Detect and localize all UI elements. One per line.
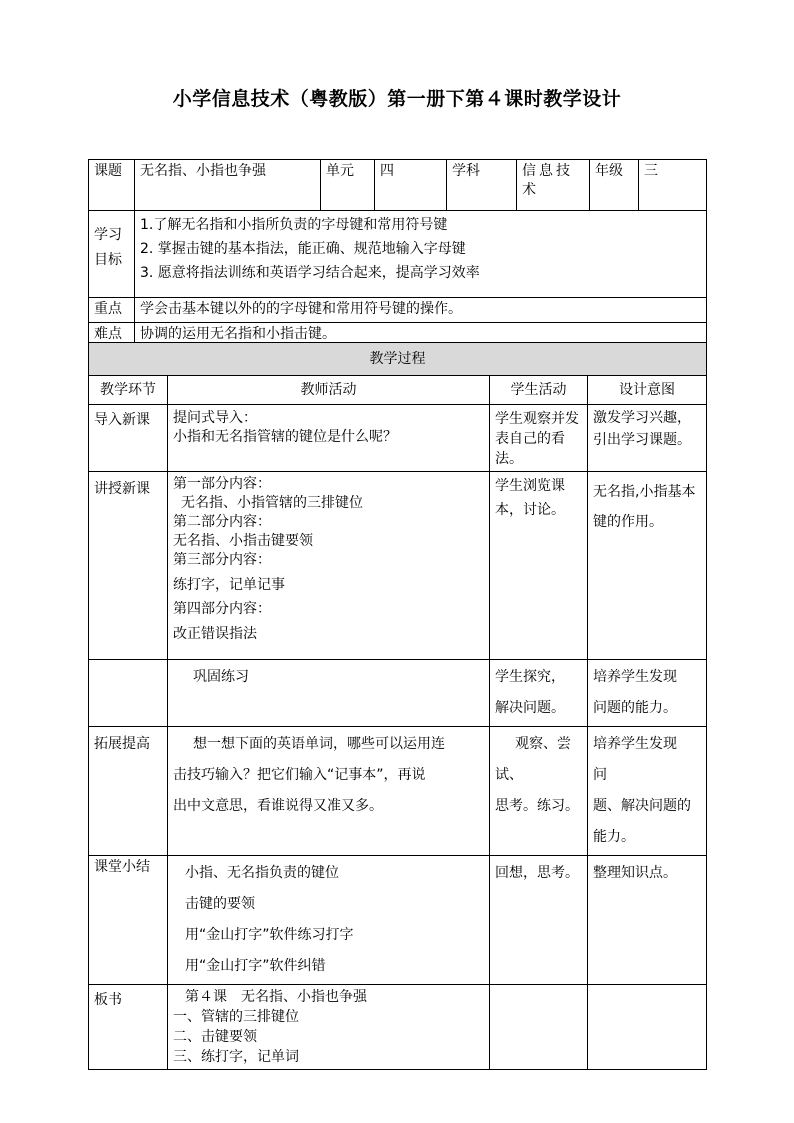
difficulty-value: 协调的运用无名指和小指击键。 [135, 323, 707, 348]
student-cell [490, 985, 588, 1070]
header-student: 学生活动 [490, 376, 588, 405]
intent-cell: 培养学生发现 问题的能力。 [588, 660, 707, 727]
teacher-cell: 第一部分内容： 无名指、小指管辖的三排键位 第二部分内容： 无名指、小指击键要领 第三部分内容： 练打字，记单记事 第四部分内容： 改正错误指法 [168, 472, 490, 660]
process-heading: 教学过程 [89, 343, 707, 376]
table-row [89, 472, 707, 660]
document-title: 小学信息技术（粤教版）第一册下第４课时教学设计 [172, 88, 622, 110]
unit-value: 四 [375, 160, 447, 211]
header-stage: 教学环节 [89, 376, 168, 405]
unit-label: 单元 [321, 160, 375, 211]
topic-value: 无名指、小指也争强 [135, 160, 321, 211]
teacher-cell: 小指、无名指负责的键位 击键的要领 用“金山打字”软件练习打字 用“金山打字”软件纠错 [168, 856, 490, 985]
goals-cell [135, 211, 707, 298]
stage-cell: 导入新课 [89, 405, 168, 472]
student-cell: 学生观察并发表自己的看法。 [490, 405, 588, 472]
goal-item: 1.了解无名指和小指所负责的字母键和常用符号键 [140, 217, 448, 233]
intent-cell: 整理知识点。 [588, 856, 707, 985]
difficulty-label: 难点 [89, 323, 135, 348]
header-teacher: 教师活动 [168, 376, 490, 405]
student-cell: 学生探究， 解决问题。 [490, 660, 588, 727]
table-row [89, 660, 707, 727]
intent-cell: 无名指,小指基本键的作用。 [588, 472, 707, 660]
teacher-cell: 第４课 无名指、小指也争强 一、管辖的三排键位 二、击键要领 三、练打字，记单词 [168, 985, 490, 1070]
table-row [89, 727, 707, 856]
lesson-info-table [88, 159, 707, 348]
table-row [89, 856, 707, 985]
table-row [89, 405, 707, 472]
subject-value: 信息技术 [517, 160, 590, 211]
goal-item: 2. 掌握击键的基本指法，能正确、规范地输入字母键 [140, 241, 466, 257]
table-row [89, 985, 707, 1070]
teacher-cell: 提问式导入： 小指和无名指管辖的键位是什么呢？ [168, 405, 490, 472]
topic-label: 课题 [89, 160, 135, 211]
key-label: 重点 [89, 298, 135, 323]
grade-value: 三 [639, 160, 707, 211]
student-cell: 学生浏览课本，讨论。 [490, 472, 588, 660]
goals-label: 学习目标 [89, 211, 135, 298]
subject-label: 学科 [447, 160, 517, 211]
stage-cell: 讲授新课 [89, 472, 168, 660]
stage-cell: 课堂小结 [89, 856, 168, 985]
stage-cell: 拓展提高 [89, 727, 168, 856]
grade-label: 年级 [590, 160, 639, 211]
teacher-cell: 想一想下面的英语单词，哪些可以运用连 击技巧输入？把它们输入“记事本”，再说 出中文意思，看谁说得又准又多。 [168, 727, 490, 856]
intent-cell: 培养学生发现 问 题、解决问题的 能力。 [588, 727, 707, 856]
student-cell: 回想，思考。 [490, 856, 588, 985]
header-intent: 设计意图 [588, 376, 707, 405]
intent-cell: 激发学习兴趣，引出学习课题。 [588, 405, 707, 472]
student-cell: 观察、尝 试、 思考。练习。 [490, 727, 588, 856]
teacher-cell: 巩固练习 [168, 660, 490, 727]
teaching-process-table [88, 342, 707, 1070]
stage-cell [89, 660, 168, 727]
intent-cell [588, 985, 707, 1070]
key-value: 学会击基本键以外的的字母键和常用符号键的操作。 [135, 298, 707, 323]
stage-cell: 板书 [89, 985, 168, 1070]
goal-item: 3. 愿意将指法训练和英语学习结合起来，提高学习效率 [140, 265, 480, 281]
